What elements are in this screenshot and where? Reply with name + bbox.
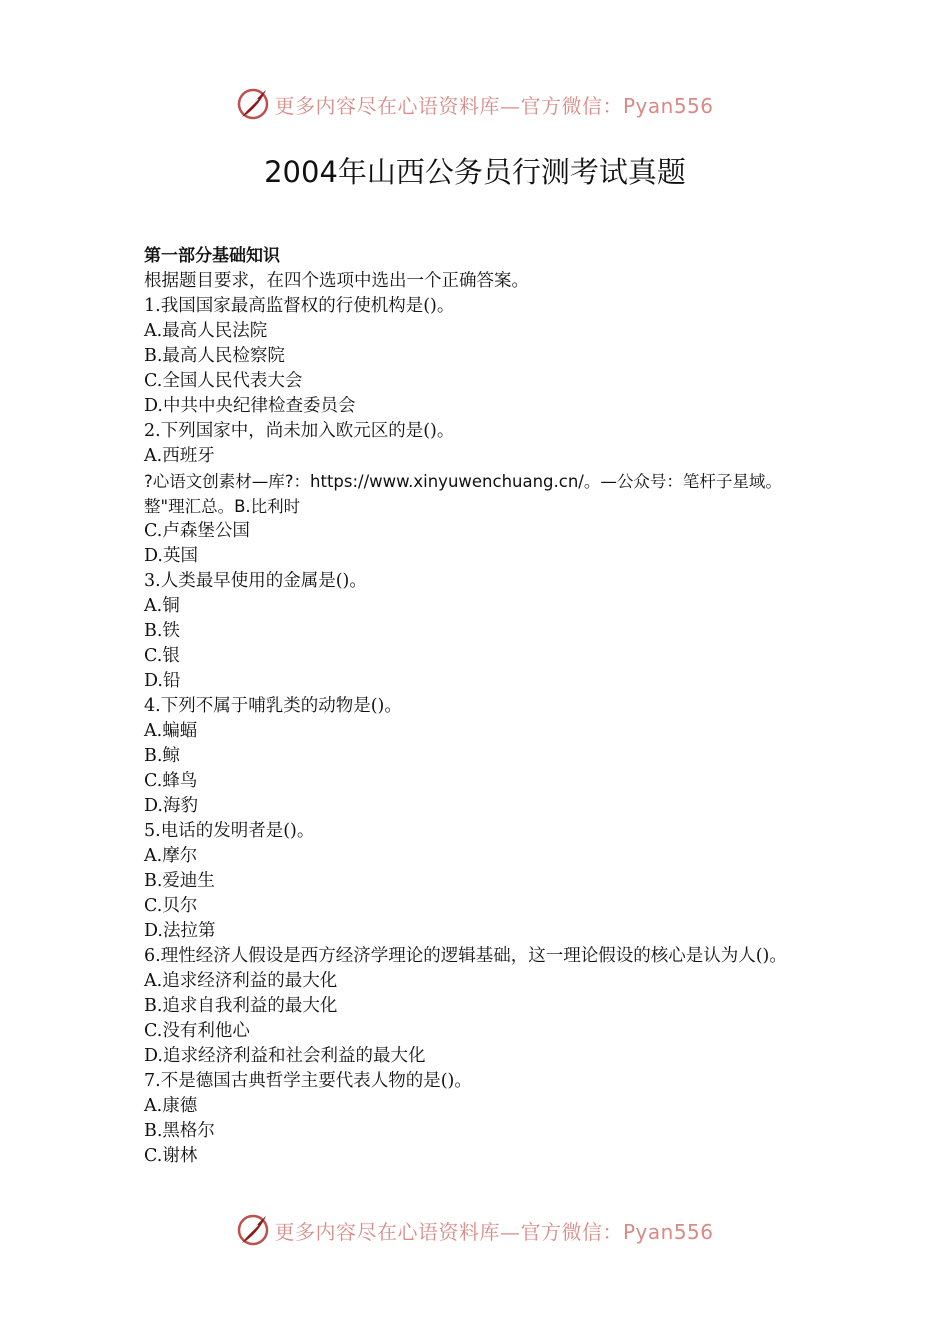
question-6: 6.理性经济人假设是西方经济学理论的逻辑基础，这一理论假设的核心是认为人()。: [144, 946, 787, 966]
option-line: B.追求自我利益的最大化: [144, 996, 338, 1016]
page-title: 2004年山西公务员行测考试真题: [264, 155, 686, 189]
option-line: D.法拉第: [144, 921, 216, 941]
option-line: B.铁: [144, 621, 180, 641]
instruction-text: 根据题目要求，在四个选项中选出一个正确答案。: [144, 271, 529, 291]
banner-wechat-id: Pyan556: [622, 93, 714, 118]
option-line: D.海豹: [144, 796, 198, 816]
question-line: 4.下列不属于哺乳类的动物是()。: [144, 696, 402, 716]
option-line: C.卢森堡公国: [144, 521, 250, 541]
footer-banner: [0, 1210, 950, 1250]
option-line: A.蝙蝠: [144, 721, 198, 741]
option-line: B.爱迪生: [144, 871, 215, 891]
question-line: 5.电话的发明者是()。: [144, 821, 315, 841]
option-line: C.全国人民代表大会: [144, 371, 303, 391]
option-line: A.最高人民法院: [144, 321, 268, 341]
document-body: [144, 244, 814, 1169]
option-line: D.铅: [144, 671, 181, 691]
option-line: B.最高人民检察院: [144, 346, 285, 366]
header-banner: [0, 84, 950, 124]
option-line: D.追求经济利益和社会利益的最大化: [144, 1046, 426, 1066]
option-line: A.康德: [144, 1096, 198, 1116]
option-line: B.黑格尔: [144, 1121, 215, 1141]
option-line: C.银: [144, 646, 180, 666]
option-line: A.铜: [144, 596, 180, 616]
option-line: C.没有利他心: [144, 1021, 250, 1041]
watermark-line: ?心语文创素材—库?：https://www.xinyuwenchuang.cn/。—公众号：笔杆子星域。: [144, 472, 782, 491]
question-line: 3.人类最早使用的金属是()。: [144, 571, 367, 591]
option-line: B.鲸: [144, 746, 180, 766]
banner-text: [274, 1216, 713, 1245]
option-line: A.西班牙: [144, 446, 215, 466]
banner-main-text: 更多内容尽在心语资料库—官方微信：: [274, 1219, 623, 1244]
option-line: D.中共中央纪律检查委员会: [144, 396, 356, 416]
banner-main-text: 更多内容尽在心语资料库—官方微信：: [274, 93, 623, 118]
option-line: C.贝尔: [144, 896, 198, 916]
watermark-line-continued: 整"理汇总。B.比利时: [144, 497, 301, 516]
section-heading: 第一部分基础知识: [144, 246, 280, 266]
option-line: D.英国: [144, 546, 198, 566]
question-line: 1.我国国家最高监督权的行使机构是()。: [144, 296, 455, 316]
option-line: A.摩尔: [144, 846, 198, 866]
quill-pen-logo-icon: [236, 87, 270, 121]
banner-wechat-id: Pyan556: [622, 1219, 714, 1244]
quill-pen-logo-icon: [236, 1213, 270, 1247]
option-line: A.追求经济利益的最大化: [144, 971, 338, 991]
question-line: 7.不是德国古典哲学主要代表人物的是()。: [144, 1071, 472, 1091]
option-line: C.谢林: [144, 1146, 198, 1166]
banner-text: [274, 90, 713, 119]
question-line: 2.下列国家中，尚未加入欧元区的是()。: [144, 421, 455, 441]
option-line: C.蜂鸟: [144, 771, 198, 791]
